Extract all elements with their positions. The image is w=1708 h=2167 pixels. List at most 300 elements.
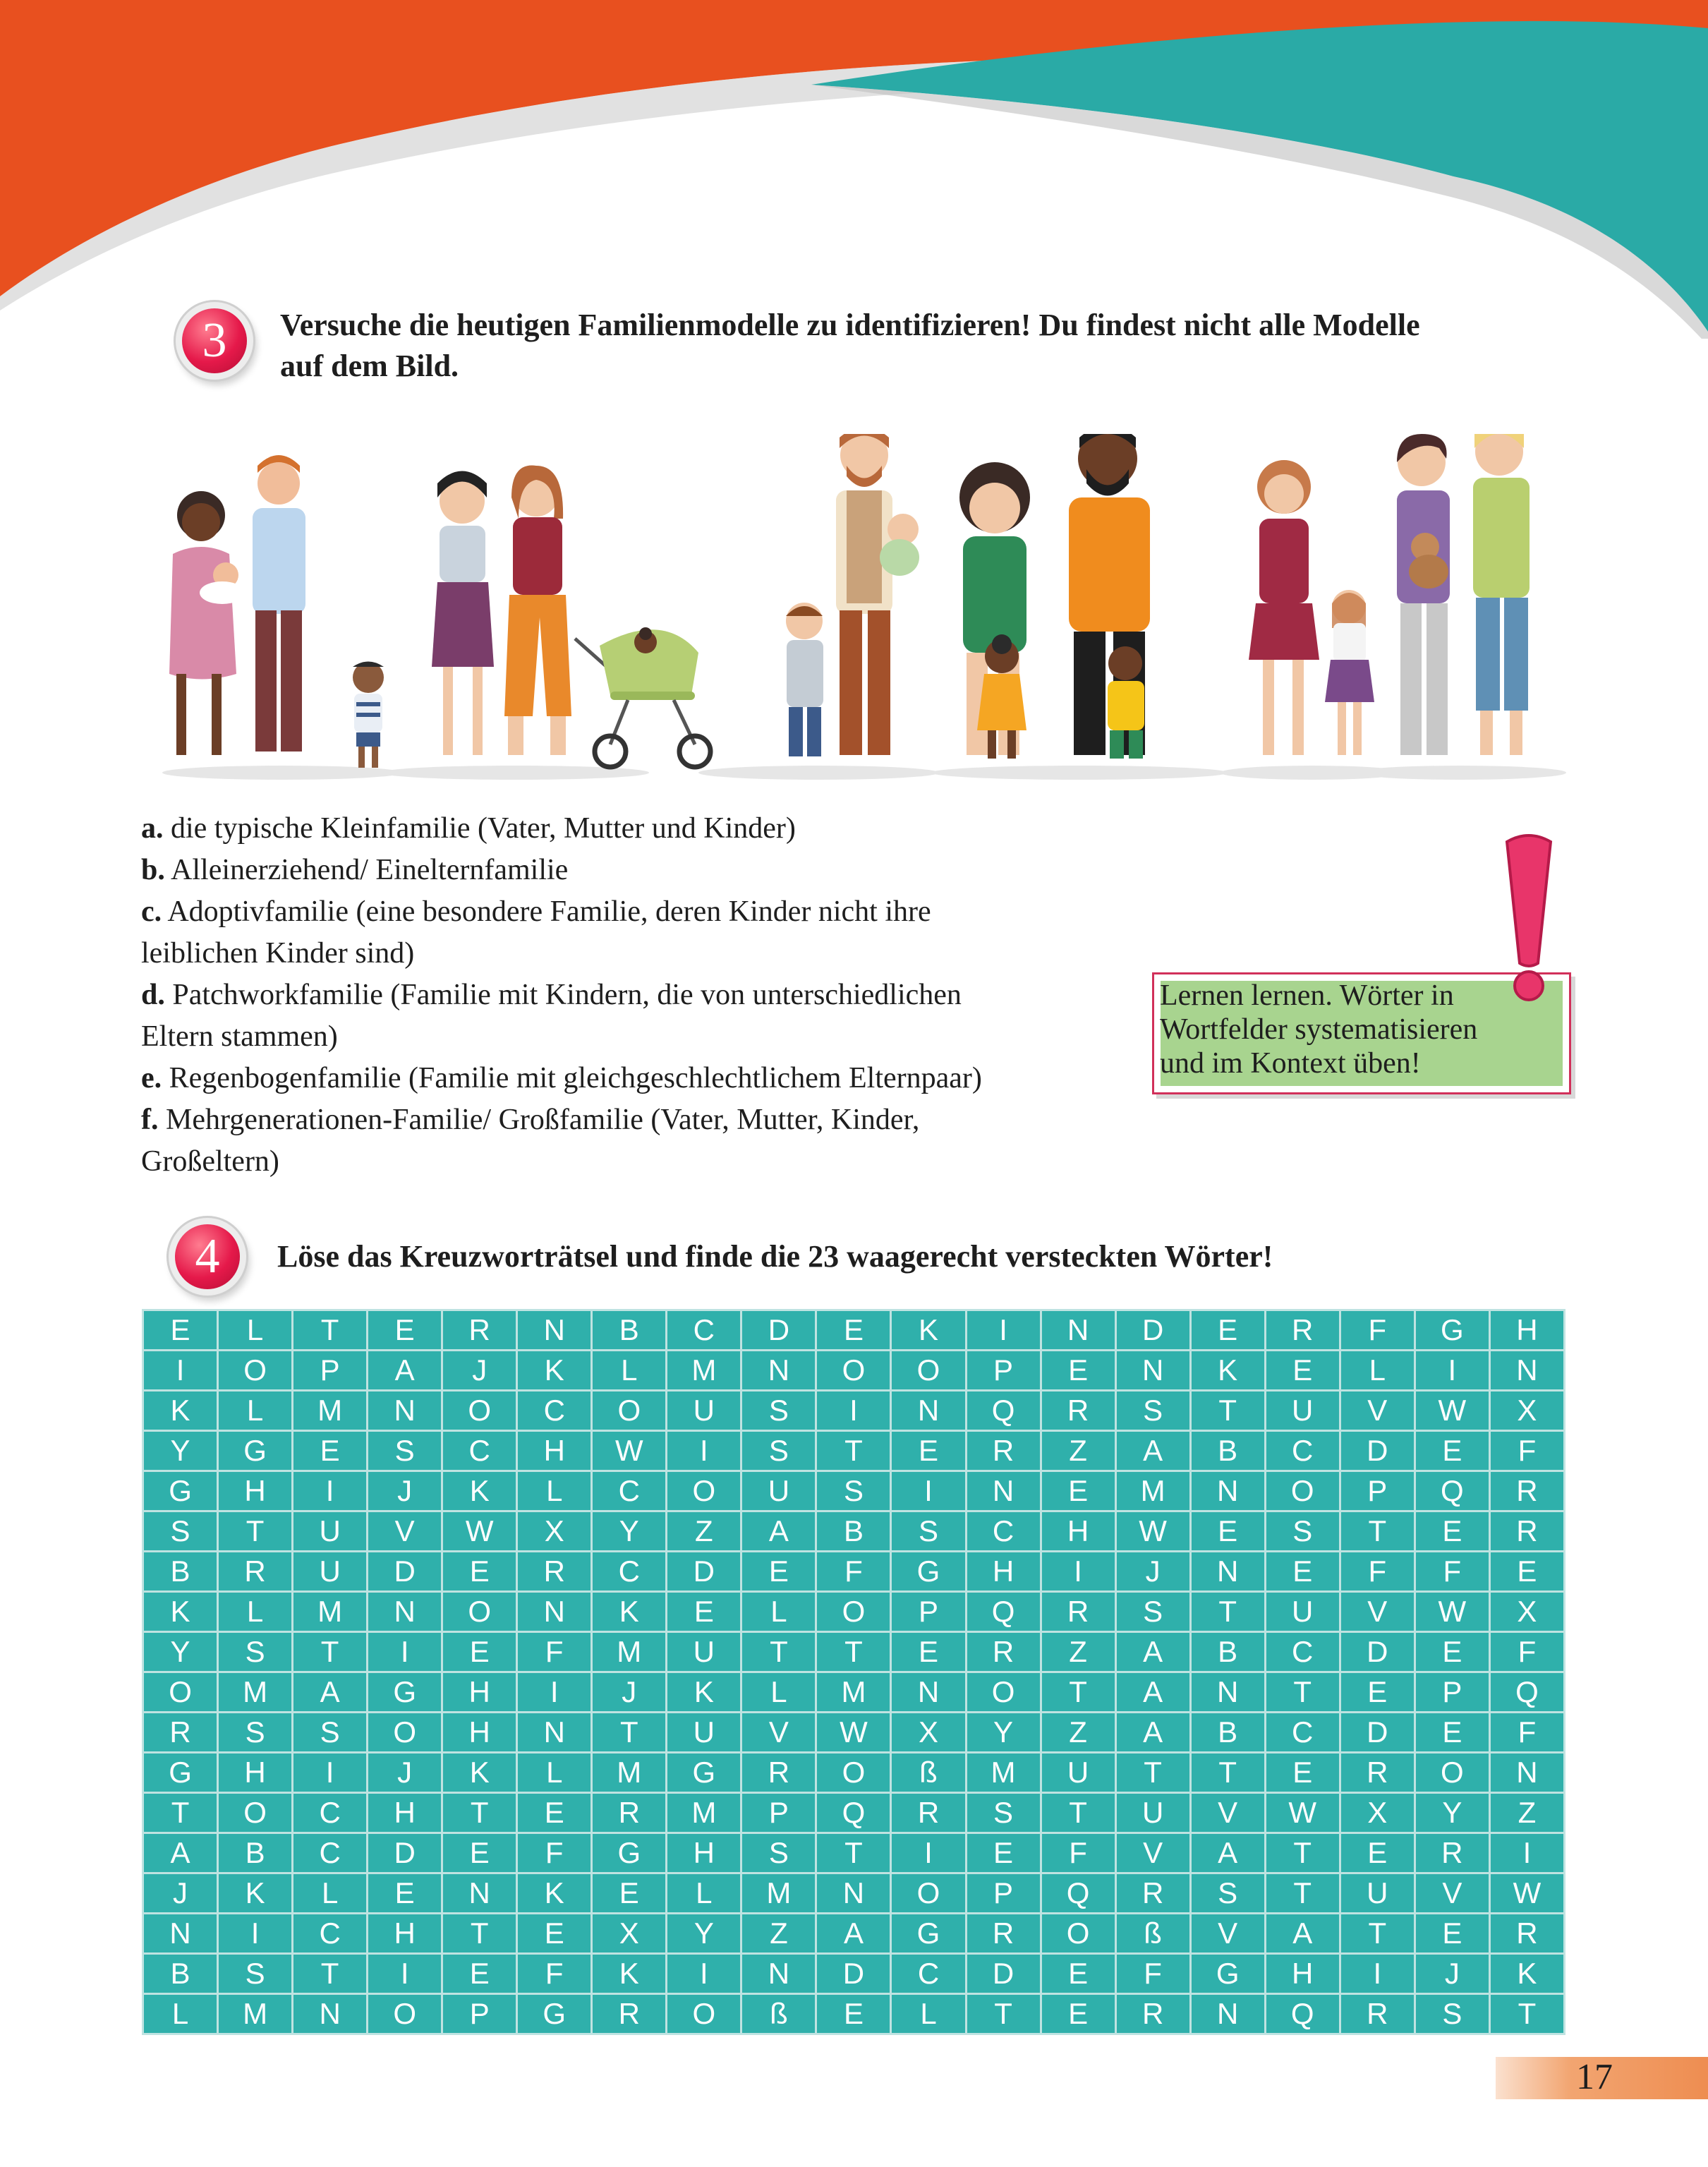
grid-cell[interactable]: B: [219, 1834, 291, 1872]
grid-cell[interactable]: A: [1266, 1914, 1339, 1952]
grid-cell[interactable]: T: [1341, 1914, 1414, 1952]
grid-cell[interactable]: E: [443, 1955, 516, 1993]
grid-cell[interactable]: R: [1266, 1311, 1339, 1349]
grid-cell[interactable]: C: [443, 1432, 516, 1470]
grid-cell[interactable]: W: [1491, 1874, 1563, 1912]
grid-cell[interactable]: L: [742, 1593, 815, 1631]
grid-cell[interactable]: B: [1192, 1633, 1264, 1671]
grid-cell[interactable]: E: [817, 1311, 890, 1349]
grid-cell[interactable]: C: [593, 1552, 665, 1590]
grid-cell[interactable]: Y: [144, 1432, 217, 1470]
grid-cell[interactable]: F: [1416, 1552, 1489, 1590]
grid-cell[interactable]: H: [368, 1914, 441, 1952]
grid-cell[interactable]: T: [219, 1512, 291, 1550]
grid-cell[interactable]: T: [1192, 1753, 1264, 1792]
grid-cell[interactable]: E: [368, 1874, 441, 1912]
grid-cell[interactable]: A: [368, 1351, 441, 1389]
grid-cell[interactable]: R: [1117, 1874, 1189, 1912]
grid-cell[interactable]: E: [1042, 1995, 1115, 2033]
grid-cell[interactable]: N: [1117, 1351, 1189, 1389]
grid-cell[interactable]: Z: [667, 1512, 740, 1550]
grid-cell[interactable]: F: [1491, 1633, 1563, 1671]
grid-cell[interactable]: I: [1491, 1834, 1563, 1872]
grid-cell[interactable]: T: [1192, 1392, 1264, 1430]
grid-cell[interactable]: E: [368, 1311, 441, 1349]
grid-cell[interactable]: U: [742, 1472, 815, 1510]
grid-cell[interactable]: E: [892, 1432, 964, 1470]
grid-cell[interactable]: R: [1042, 1593, 1115, 1631]
grid-cell[interactable]: T: [293, 1955, 366, 1993]
grid-cell[interactable]: U: [667, 1633, 740, 1671]
grid-cell[interactable]: F: [518, 1834, 590, 1872]
grid-cell[interactable]: R: [1491, 1914, 1563, 1952]
grid-cell[interactable]: O: [368, 1995, 441, 2033]
grid-cell[interactable]: H: [518, 1432, 590, 1470]
grid-cell[interactable]: S: [742, 1834, 815, 1872]
grid-cell[interactable]: I: [368, 1955, 441, 1993]
grid-cell[interactable]: P: [967, 1351, 1040, 1389]
grid-cell[interactable]: O: [967, 1673, 1040, 1711]
grid-cell[interactable]: N: [1491, 1753, 1563, 1792]
grid-cell[interactable]: M: [293, 1593, 366, 1631]
grid-cell[interactable]: C: [293, 1914, 366, 1952]
grid-cell[interactable]: E: [1416, 1713, 1489, 1751]
grid-cell[interactable]: L: [667, 1874, 740, 1912]
grid-cell[interactable]: Z: [1491, 1794, 1563, 1832]
grid-cell[interactable]: H: [219, 1753, 291, 1792]
grid-cell[interactable]: G: [892, 1914, 964, 1952]
grid-cell[interactable]: I: [892, 1472, 964, 1510]
grid-cell[interactable]: I: [1341, 1955, 1414, 1993]
grid-cell[interactable]: V: [1341, 1392, 1414, 1430]
grid-cell[interactable]: J: [368, 1472, 441, 1510]
grid-cell[interactable]: K: [1491, 1955, 1563, 1993]
grid-cell[interactable]: E: [1266, 1351, 1339, 1389]
grid-cell[interactable]: G: [1416, 1311, 1489, 1349]
grid-cell[interactable]: B: [144, 1552, 217, 1590]
grid-cell[interactable]: G: [593, 1834, 665, 1872]
grid-cell[interactable]: E: [1042, 1351, 1115, 1389]
grid-cell[interactable]: G: [219, 1432, 291, 1470]
grid-cell[interactable]: S: [817, 1472, 890, 1510]
grid-cell[interactable]: N: [1192, 1552, 1264, 1590]
grid-cell[interactable]: E: [817, 1995, 890, 2033]
grid-cell[interactable]: R: [967, 1914, 1040, 1952]
grid-cell[interactable]: E: [518, 1914, 590, 1952]
grid-cell[interactable]: I: [1416, 1351, 1489, 1389]
grid-cell[interactable]: S: [368, 1432, 441, 1470]
grid-cell[interactable]: V: [1341, 1593, 1414, 1631]
grid-cell[interactable]: C: [518, 1392, 590, 1430]
grid-cell[interactable]: U: [293, 1512, 366, 1550]
grid-cell[interactable]: U: [293, 1552, 366, 1590]
grid-cell[interactable]: O: [1042, 1914, 1115, 1952]
grid-cell[interactable]: K: [892, 1311, 964, 1349]
grid-cell[interactable]: U: [1266, 1392, 1339, 1430]
grid-cell[interactable]: E: [293, 1432, 366, 1470]
grid-cell[interactable]: Y: [667, 1914, 740, 1952]
grid-cell[interactable]: S: [1266, 1512, 1339, 1550]
grid-cell[interactable]: M: [219, 1673, 291, 1711]
grid-cell[interactable]: B: [817, 1512, 890, 1550]
grid-cell[interactable]: G: [368, 1673, 441, 1711]
grid-cell[interactable]: I: [293, 1472, 366, 1510]
grid-cell[interactable]: N: [368, 1392, 441, 1430]
grid-cell[interactable]: B: [144, 1955, 217, 1993]
grid-cell[interactable]: L: [518, 1472, 590, 1510]
grid-cell[interactable]: R: [219, 1552, 291, 1590]
grid-cell[interactable]: Z: [742, 1914, 815, 1952]
grid-cell[interactable]: V: [1192, 1914, 1264, 1952]
grid-cell[interactable]: L: [219, 1311, 291, 1349]
grid-cell[interactable]: A: [144, 1834, 217, 1872]
grid-cell[interactable]: N: [293, 1995, 366, 2033]
grid-cell[interactable]: D: [817, 1955, 890, 1993]
grid-cell[interactable]: N: [518, 1593, 590, 1631]
grid-cell[interactable]: R: [967, 1633, 1040, 1671]
grid-cell[interactable]: W: [817, 1713, 890, 1751]
grid-cell[interactable]: Y: [593, 1512, 665, 1550]
grid-cell[interactable]: F: [1491, 1432, 1563, 1470]
grid-cell[interactable]: J: [144, 1874, 217, 1912]
grid-cell[interactable]: X: [1491, 1593, 1563, 1631]
grid-cell[interactable]: R: [742, 1753, 815, 1792]
grid-cell[interactable]: D: [368, 1834, 441, 1872]
grid-cell[interactable]: V: [742, 1713, 815, 1751]
grid-cell[interactable]: N: [518, 1713, 590, 1751]
grid-cell[interactable]: K: [593, 1593, 665, 1631]
grid-cell[interactable]: N: [1192, 1673, 1264, 1711]
grid-cell[interactable]: B: [593, 1311, 665, 1349]
grid-cell[interactable]: N: [742, 1955, 815, 1993]
grid-cell[interactable]: A: [1117, 1432, 1189, 1470]
grid-cell[interactable]: S: [892, 1512, 964, 1550]
grid-cell[interactable]: R: [443, 1311, 516, 1349]
grid-cell[interactable]: K: [593, 1955, 665, 1993]
grid-cell[interactable]: H: [368, 1794, 441, 1832]
grid-cell[interactable]: H: [443, 1673, 516, 1711]
grid-cell[interactable]: C: [667, 1311, 740, 1349]
grid-cell[interactable]: M: [667, 1794, 740, 1832]
grid-cell[interactable]: Q: [967, 1593, 1040, 1631]
grid-cell[interactable]: Q: [817, 1794, 890, 1832]
grid-cell[interactable]: E: [1266, 1552, 1339, 1590]
grid-cell[interactable]: V: [1416, 1874, 1489, 1912]
grid-cell[interactable]: X: [518, 1512, 590, 1550]
grid-cell[interactable]: R: [1491, 1512, 1563, 1550]
grid-cell[interactable]: N: [1491, 1351, 1563, 1389]
grid-cell[interactable]: O: [144, 1673, 217, 1711]
grid-cell[interactable]: H: [219, 1472, 291, 1510]
grid-cell[interactable]: F: [518, 1955, 590, 1993]
grid-cell[interactable]: X: [1341, 1794, 1414, 1832]
grid-cell[interactable]: O: [892, 1351, 964, 1389]
grid-cell[interactable]: D: [667, 1552, 740, 1590]
grid-cell[interactable]: W: [1416, 1593, 1489, 1631]
grid-cell[interactable]: M: [742, 1874, 815, 1912]
grid-cell[interactable]: T: [817, 1834, 890, 1872]
grid-cell[interactable]: N: [1192, 1995, 1264, 2033]
grid-cell[interactable]: P: [967, 1874, 1040, 1912]
grid-cell[interactable]: C: [892, 1955, 964, 1993]
grid-cell[interactable]: K: [443, 1472, 516, 1510]
grid-cell[interactable]: K: [1192, 1351, 1264, 1389]
grid-cell[interactable]: E: [1341, 1673, 1414, 1711]
grid-cell[interactable]: V: [368, 1512, 441, 1550]
grid-cell[interactable]: P: [293, 1351, 366, 1389]
grid-cell[interactable]: L: [219, 1392, 291, 1430]
grid-cell[interactable]: T: [1042, 1794, 1115, 1832]
grid-cell[interactable]: G: [144, 1753, 217, 1792]
grid-cell[interactable]: R: [518, 1552, 590, 1590]
grid-cell[interactable]: P: [1341, 1472, 1414, 1510]
grid-cell[interactable]: O: [443, 1392, 516, 1430]
grid-cell[interactable]: R: [593, 1995, 665, 2033]
grid-cell[interactable]: H: [667, 1834, 740, 1872]
grid-cell[interactable]: E: [967, 1834, 1040, 1872]
grid-cell[interactable]: S: [1416, 1995, 1489, 2033]
grid-cell[interactable]: N: [817, 1874, 890, 1912]
grid-cell[interactable]: I: [667, 1955, 740, 1993]
grid-cell[interactable]: C: [967, 1512, 1040, 1550]
grid-cell[interactable]: D: [1341, 1432, 1414, 1470]
grid-cell[interactable]: A: [742, 1512, 815, 1550]
grid-cell[interactable]: E: [667, 1593, 740, 1631]
grid-cell[interactable]: I: [219, 1914, 291, 1952]
grid-cell[interactable]: T: [144, 1794, 217, 1832]
grid-cell[interactable]: T: [293, 1311, 366, 1349]
grid-cell[interactable]: G: [1192, 1955, 1264, 1993]
grid-cell[interactable]: O: [443, 1593, 516, 1631]
grid-cell[interactable]: U: [667, 1713, 740, 1751]
grid-cell[interactable]: O: [667, 1995, 740, 2033]
grid-cell[interactable]: K: [144, 1392, 217, 1430]
grid-cell[interactable]: ß: [1117, 1914, 1189, 1952]
grid-cell[interactable]: I: [817, 1392, 890, 1430]
grid-cell[interactable]: X: [1491, 1392, 1563, 1430]
grid-cell[interactable]: F: [1491, 1713, 1563, 1751]
grid-cell[interactable]: M: [219, 1995, 291, 2033]
grid-cell[interactable]: T: [293, 1633, 366, 1671]
grid-cell[interactable]: S: [1117, 1392, 1189, 1430]
grid-cell[interactable]: ß: [892, 1753, 964, 1792]
grid-cell[interactable]: A: [1117, 1673, 1189, 1711]
grid-cell[interactable]: C: [1266, 1633, 1339, 1671]
grid-cell[interactable]: N: [368, 1593, 441, 1631]
grid-cell[interactable]: R: [1042, 1392, 1115, 1430]
grid-cell[interactable]: Q: [1266, 1995, 1339, 2033]
grid-cell[interactable]: H: [1491, 1311, 1563, 1349]
grid-cell[interactable]: E: [742, 1552, 815, 1590]
grid-cell[interactable]: Q: [967, 1392, 1040, 1430]
grid-cell[interactable]: P: [1416, 1673, 1489, 1711]
grid-cell[interactable]: O: [593, 1392, 665, 1430]
grid-cell[interactable]: S: [742, 1432, 815, 1470]
grid-cell[interactable]: L: [518, 1753, 590, 1792]
grid-cell[interactable]: N: [1042, 1311, 1115, 1349]
grid-cell[interactable]: U: [1341, 1874, 1414, 1912]
grid-cell[interactable]: T: [443, 1794, 516, 1832]
grid-cell[interactable]: O: [817, 1351, 890, 1389]
grid-cell[interactable]: T: [817, 1432, 890, 1470]
grid-cell[interactable]: A: [1117, 1633, 1189, 1671]
grid-cell[interactable]: W: [593, 1432, 665, 1470]
grid-cell[interactable]: A: [293, 1673, 366, 1711]
grid-cell[interactable]: G: [667, 1753, 740, 1792]
grid-cell[interactable]: M: [817, 1673, 890, 1711]
grid-cell[interactable]: N: [742, 1351, 815, 1389]
grid-cell[interactable]: ß: [742, 1995, 815, 2033]
grid-cell[interactable]: R: [144, 1713, 217, 1751]
grid-cell[interactable]: Z: [1042, 1713, 1115, 1751]
grid-cell[interactable]: K: [518, 1874, 590, 1912]
grid-cell[interactable]: E: [1192, 1512, 1264, 1550]
grid-cell[interactable]: B: [1192, 1432, 1264, 1470]
grid-cell[interactable]: T: [1491, 1995, 1563, 2033]
grid-cell[interactable]: O: [219, 1351, 291, 1389]
grid-cell[interactable]: S: [293, 1713, 366, 1751]
grid-cell[interactable]: R: [1341, 1995, 1414, 2033]
grid-cell[interactable]: U: [667, 1392, 740, 1430]
grid-cell[interactable]: T: [817, 1633, 890, 1671]
grid-cell[interactable]: K: [144, 1593, 217, 1631]
grid-cell[interactable]: A: [817, 1914, 890, 1952]
grid-cell[interactable]: E: [1192, 1311, 1264, 1349]
grid-cell[interactable]: M: [667, 1351, 740, 1389]
grid-cell[interactable]: T: [1192, 1593, 1264, 1631]
grid-cell[interactable]: K: [667, 1673, 740, 1711]
grid-cell[interactable]: E: [144, 1311, 217, 1349]
grid-cell[interactable]: S: [219, 1713, 291, 1751]
grid-cell[interactable]: O: [368, 1713, 441, 1751]
grid-cell[interactable]: C: [1266, 1432, 1339, 1470]
grid-cell[interactable]: N: [967, 1472, 1040, 1510]
grid-cell[interactable]: I: [144, 1351, 217, 1389]
grid-cell[interactable]: D: [967, 1955, 1040, 1993]
grid-cell[interactable]: J: [368, 1753, 441, 1792]
grid-cell[interactable]: J: [1117, 1552, 1189, 1590]
grid-cell[interactable]: D: [368, 1552, 441, 1590]
grid-cell[interactable]: Q: [1042, 1874, 1115, 1912]
grid-cell[interactable]: W: [1117, 1512, 1189, 1550]
grid-cell[interactable]: C: [293, 1834, 366, 1872]
grid-cell[interactable]: A: [1117, 1713, 1189, 1751]
grid-cell[interactable]: R: [1117, 1995, 1189, 2033]
grid-cell[interactable]: R: [593, 1794, 665, 1832]
grid-cell[interactable]: L: [742, 1673, 815, 1711]
grid-cell[interactable]: E: [1416, 1633, 1489, 1671]
grid-cell[interactable]: K: [443, 1753, 516, 1792]
grid-cell[interactable]: R: [1416, 1834, 1489, 1872]
grid-cell[interactable]: S: [219, 1633, 291, 1671]
grid-cell[interactable]: F: [1341, 1311, 1414, 1349]
grid-cell[interactable]: O: [1416, 1753, 1489, 1792]
grid-cell[interactable]: H: [1266, 1955, 1339, 1993]
grid-cell[interactable]: Y: [144, 1633, 217, 1671]
grid-cell[interactable]: O: [892, 1874, 964, 1912]
grid-cell[interactable]: V: [1117, 1834, 1189, 1872]
grid-cell[interactable]: S: [967, 1794, 1040, 1832]
grid-cell[interactable]: J: [1416, 1955, 1489, 1993]
grid-cell[interactable]: C: [593, 1472, 665, 1510]
grid-cell[interactable]: S: [1117, 1593, 1189, 1631]
grid-cell[interactable]: G: [144, 1472, 217, 1510]
grid-cell[interactable]: E: [1266, 1753, 1339, 1792]
grid-cell[interactable]: E: [1416, 1432, 1489, 1470]
grid-cell[interactable]: P: [892, 1593, 964, 1631]
grid-cell[interactable]: F: [518, 1633, 590, 1671]
grid-cell[interactable]: L: [219, 1593, 291, 1631]
grid-cell[interactable]: B: [1192, 1713, 1264, 1751]
grid-cell[interactable]: Y: [967, 1713, 1040, 1751]
grid-cell[interactable]: I: [667, 1432, 740, 1470]
grid-cell[interactable]: E: [1042, 1955, 1115, 1993]
grid-cell[interactable]: D: [1117, 1311, 1189, 1349]
grid-cell[interactable]: W: [443, 1512, 516, 1550]
grid-cell[interactable]: N: [518, 1311, 590, 1349]
grid-cell[interactable]: D: [1341, 1633, 1414, 1671]
grid-cell[interactable]: Z: [1042, 1633, 1115, 1671]
grid-cell[interactable]: E: [1416, 1914, 1489, 1952]
grid-cell[interactable]: S: [144, 1512, 217, 1550]
grid-cell[interactable]: E: [1416, 1512, 1489, 1550]
grid-cell[interactable]: W: [1266, 1794, 1339, 1832]
grid-cell[interactable]: O: [1266, 1472, 1339, 1510]
grid-cell[interactable]: M: [593, 1753, 665, 1792]
grid-cell[interactable]: N: [892, 1673, 964, 1711]
grid-cell[interactable]: T: [1266, 1673, 1339, 1711]
grid-cell[interactable]: C: [1266, 1713, 1339, 1751]
grid-cell[interactable]: I: [1042, 1552, 1115, 1590]
grid-cell[interactable]: O: [817, 1593, 890, 1631]
grid-cell[interactable]: O: [817, 1753, 890, 1792]
grid-cell[interactable]: T: [1266, 1834, 1339, 1872]
grid-cell[interactable]: M: [967, 1753, 1040, 1792]
grid-cell[interactable]: F: [1341, 1552, 1414, 1590]
grid-cell[interactable]: W: [1416, 1392, 1489, 1430]
grid-cell[interactable]: T: [1117, 1753, 1189, 1792]
grid-cell[interactable]: X: [593, 1914, 665, 1952]
grid-cell[interactable]: L: [892, 1995, 964, 2033]
grid-cell[interactable]: I: [518, 1673, 590, 1711]
grid-cell[interactable]: J: [443, 1351, 516, 1389]
grid-cell[interactable]: X: [892, 1713, 964, 1751]
grid-cell[interactable]: I: [293, 1753, 366, 1792]
grid-cell[interactable]: R: [967, 1432, 1040, 1470]
grid-cell[interactable]: R: [1491, 1472, 1563, 1510]
grid-cell[interactable]: A: [1192, 1834, 1264, 1872]
grid-cell[interactable]: E: [443, 1633, 516, 1671]
grid-cell[interactable]: T: [967, 1995, 1040, 2033]
grid-cell[interactable]: L: [593, 1351, 665, 1389]
grid-cell[interactable]: S: [219, 1955, 291, 1993]
grid-cell[interactable]: I: [892, 1834, 964, 1872]
grid-cell[interactable]: P: [443, 1995, 516, 2033]
grid-cell[interactable]: S: [742, 1392, 815, 1430]
grid-cell[interactable]: G: [518, 1995, 590, 2033]
grid-cell[interactable]: R: [892, 1794, 964, 1832]
grid-cell[interactable]: D: [1341, 1713, 1414, 1751]
grid-cell[interactable]: I: [368, 1633, 441, 1671]
grid-cell[interactable]: U: [1117, 1794, 1189, 1832]
grid-cell[interactable]: Q: [1491, 1673, 1563, 1711]
grid-cell[interactable]: U: [1266, 1593, 1339, 1631]
grid-cell[interactable]: N: [144, 1914, 217, 1952]
grid-cell[interactable]: L: [293, 1874, 366, 1912]
grid-cell[interactable]: N: [1192, 1472, 1264, 1510]
grid-cell[interactable]: T: [1042, 1673, 1115, 1711]
grid-cell[interactable]: H: [443, 1713, 516, 1751]
